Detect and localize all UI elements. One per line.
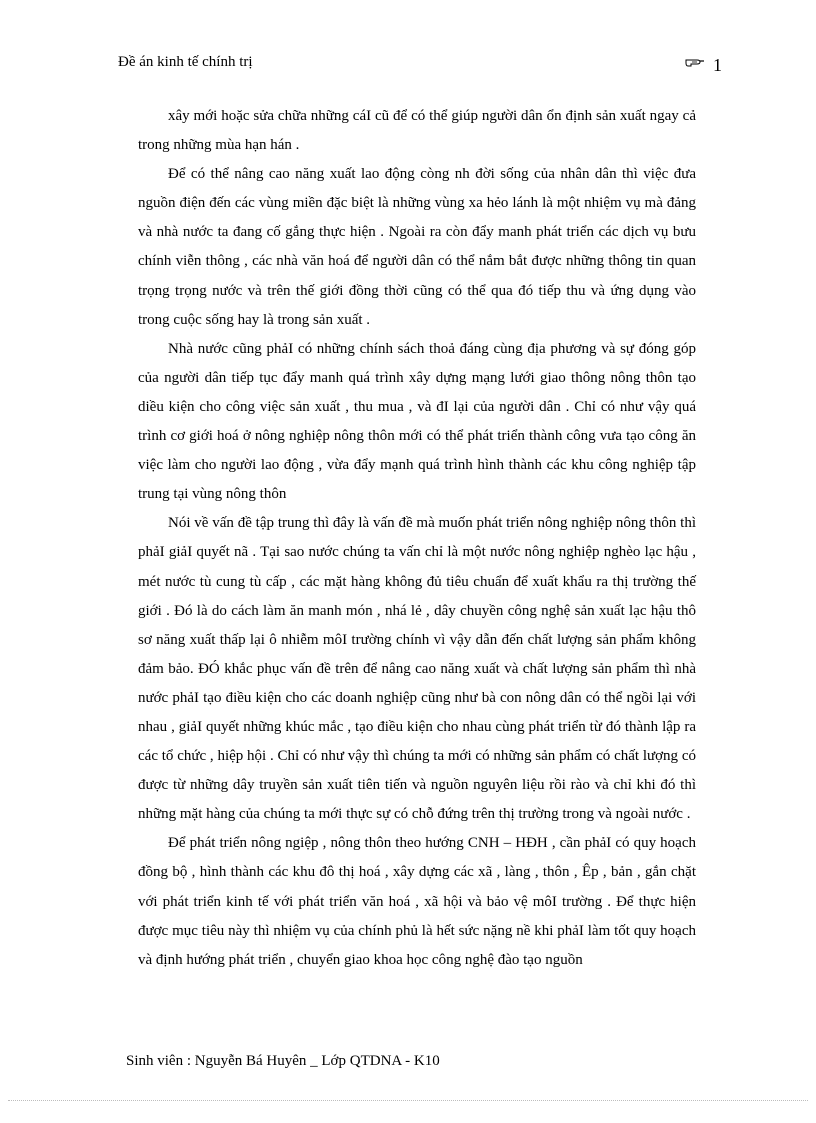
page-footer: Sinh viên : Nguyễn Bá Huyên _ Lớp QTDNA - K10 — [126, 1053, 440, 1069]
paragraph-2: Để có thể nâng cao năng xuất lao động còng nh đời sống của nhân dân thì việc đưa nguồn điện đến các vùng miền đặc biệt là những vùng xa hẻo lánh là một nhiệm vụ mà đảng và nhà nước ta đang cố gắng thực hiện . Ngoài ra còn đẩy manh phát triển các dịch vụ bưu chính viễn thông , các nhà văn hoá để người dân có thể nắm bắt được những thông tin quan trọng trọng nước và trên thế giới đồng thời cũng có thể qua đó tiếp thu và ứng dụng vào trong cuộc sống hay là trong sản xuất . — [138, 166, 696, 328]
paragraph-5: Để phát triển nông ngiệp , nông thôn theo hướng CNH – HĐH , cần phảI có quy hoạch đồng bộ , hình thành các khu đô thị hoá , xây dựng các xã , làng , thôn , Êp , bản , gắn chặt với phát triển kinh tế với phát triển văn hoá , xã hội và bảo vệ môI trường . Để thực hiện được mục tiêu này thì nhiệm vụ của chính phủ là hết sức nặng nề khi phảI làm tốt quy hoạch và định hướng phát triển , chuyển giao khoa học công nghệ đào tạo nguồn — [138, 835, 696, 968]
paragraph-1: xây mới hoặc sửa chữa những cáI cũ để có thể giúp người dân ổn định sản xuất ngay cả trong những mùa hạn hán . — [138, 108, 696, 154]
document-title: Đề án kinh tế chính trị — [118, 54, 253, 70]
page-number-group — [685, 52, 722, 78]
page-bottom-divider — [8, 1100, 808, 1101]
paragraph-4: Nói về vấn đề tập trung thì đây là vấn đề mà muốn phát triển nông nghiệp nông thôn thì phảI giảI quyết nã . Tại sao nước chúng ta vấn chỉ là một nước nông nghiệp nghèo lạc hậu , mét nước tù cung tù cấp , các mặt hàng không đủ tiêu chuẩn để xuất khẩu ra thị trường thế giới . Đó là do cách làm ăn manh món , nhá lẻ , dây chuyền công nghệ sản xuất lạc hậu thô sơ năng xuất thấp lại ô nhiễm môI trường chính vì vậy dẫn đến chất lượng sản phẩm không đảm bảo. ĐÓ khắc phục vấn đề trên để nâng cao năng xuất và chất lượng sản phẩm thì nhà nước phảI tạo điều kiện cho các doanh nghiệp cũng như bà con nông dân có thể ngồi lại với nhau , giảI quyết những khúc mắc , tạo điều kiện cho nhau cùng phát triển từ đó thành lập ra các tổ chức , hiệp hội . Chỉ có như vậy thì chúng ta mới có những sản phẩm có chất lượng có được từ những dây truyền sản xuất tiên tiến và nguồn nguyên liệu rồi rào và chỉ khi đó thì những mặt hàng của chúng ta mới thực sự có chỗ đứng trên thị trường trong và ngoài nước . — [138, 515, 696, 823]
page-header — [118, 52, 722, 78]
pointing-hand-icon — [685, 54, 705, 72]
paragraph-3: Nhà nước cũng phảI có những chính sách thoả đáng cùng địa phương và sự đóng góp của người dân tiếp tục đẩy manh quá trình xây dựng mạng lưới giao thông nông thôn tạo diều kiện cho công việc sản xuất , thu mua , và đI lại của người dân . Chỉ có như vậy quá trình cơ giới hoá ở nông nghiệp nông thôn mới có thể phát triển thành công vưa tạo công ăn việc làm cho người lao động , vừa đẩy mạnh quá trình hình thành các khu công nghiệp tập trung tại vùng nông thôn — [138, 340, 696, 503]
page-number: 1 — [713, 55, 722, 75]
document-body — [138, 102, 696, 975]
